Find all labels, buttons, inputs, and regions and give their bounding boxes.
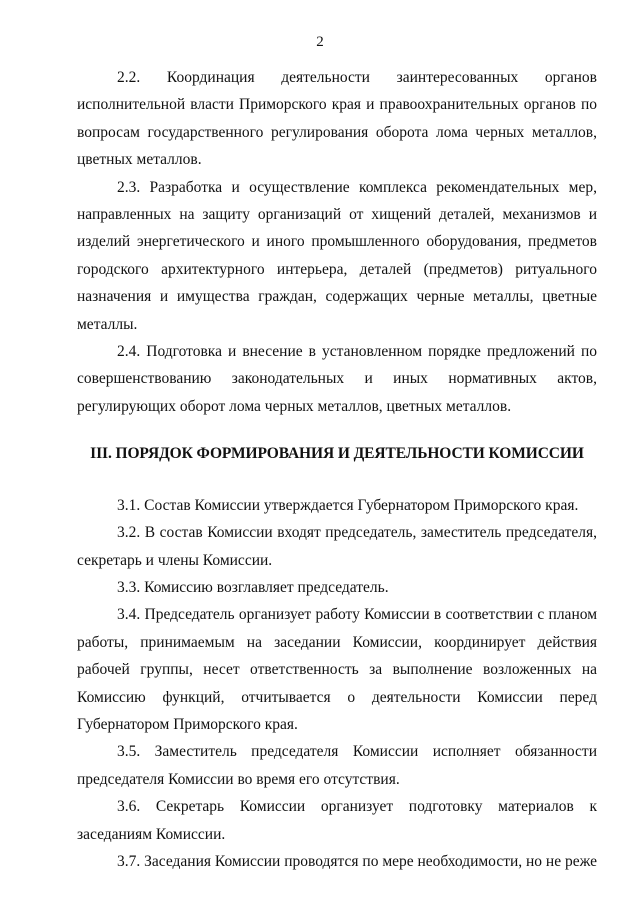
paragraph-3-4: 3.4. Председатель организует работу Комиссии в соответствии с планом работы, принимаемым на заседании Комиссии, координирует действия рабочей группы, несет ответственность за выполнение возложенных на Комиссию функций, отчитывается о деятельности Комиссии перед Губернатором Приморского края. xyxy=(77,606,597,733)
paragraph-3-3: 3.3. Комиссию возглавляет председатель. xyxy=(117,578,389,596)
paragraph-3-6: 3.6. Секретарь Комиссии организует подготовку материалов к заседаниям Комиссии. xyxy=(77,798,597,843)
paragraph-3-2: 3.2. В состав Комиссии входят председатель, заместитель председателя, секретарь и члены Комиссии. xyxy=(77,524,597,569)
paragraph-2-3: 2.3. Разработка и осуществление комплекса рекомендательных мер, направленных на защиту организаций от хищений деталей, механизмов и изделий энергетического и иного промышленного оборудования, предметов городского архитектурного интерьера, деталей (предметов) ритуального назначения и имущества граждан, содержащих черные металлы, цветные металлы. xyxy=(77,178,597,333)
paragraph-3-1: 3.1. Состав Комиссии утверждается Губернатором Приморского края. xyxy=(117,496,579,514)
section-heading: III. ПОРЯДОК ФОРМИРОВАНИЯ И ДЕЯТЕЛЬНОСТИ КОМИССИИ xyxy=(90,445,584,463)
paragraph-3-7: 3.7. Заседания Комиссии проводятся по мере необходимости, но не реже xyxy=(117,852,598,870)
page-number: 2 xyxy=(316,34,324,50)
document-body xyxy=(77,64,597,875)
paragraph-2-4: 2.4. Подготовка и внесение в установленном порядке предложений по совершенствованию законодательных и иных нормативных актов, регулирующих оборот лома черных металлов, цветных металлов. xyxy=(77,343,597,415)
paragraph-2-2: 2.2. Координация деятельности заинтересованных органов исполнительной власти Приморского края и правоохранительных органов по вопросам государственного регулирования оборота лома черных металлов, цветных металлов. xyxy=(77,69,597,169)
paragraph-3-5: 3.5. Заместитель председателя Комиссии исполняет обязанности председателя Комиссии во время его отсутствия. xyxy=(77,743,597,788)
